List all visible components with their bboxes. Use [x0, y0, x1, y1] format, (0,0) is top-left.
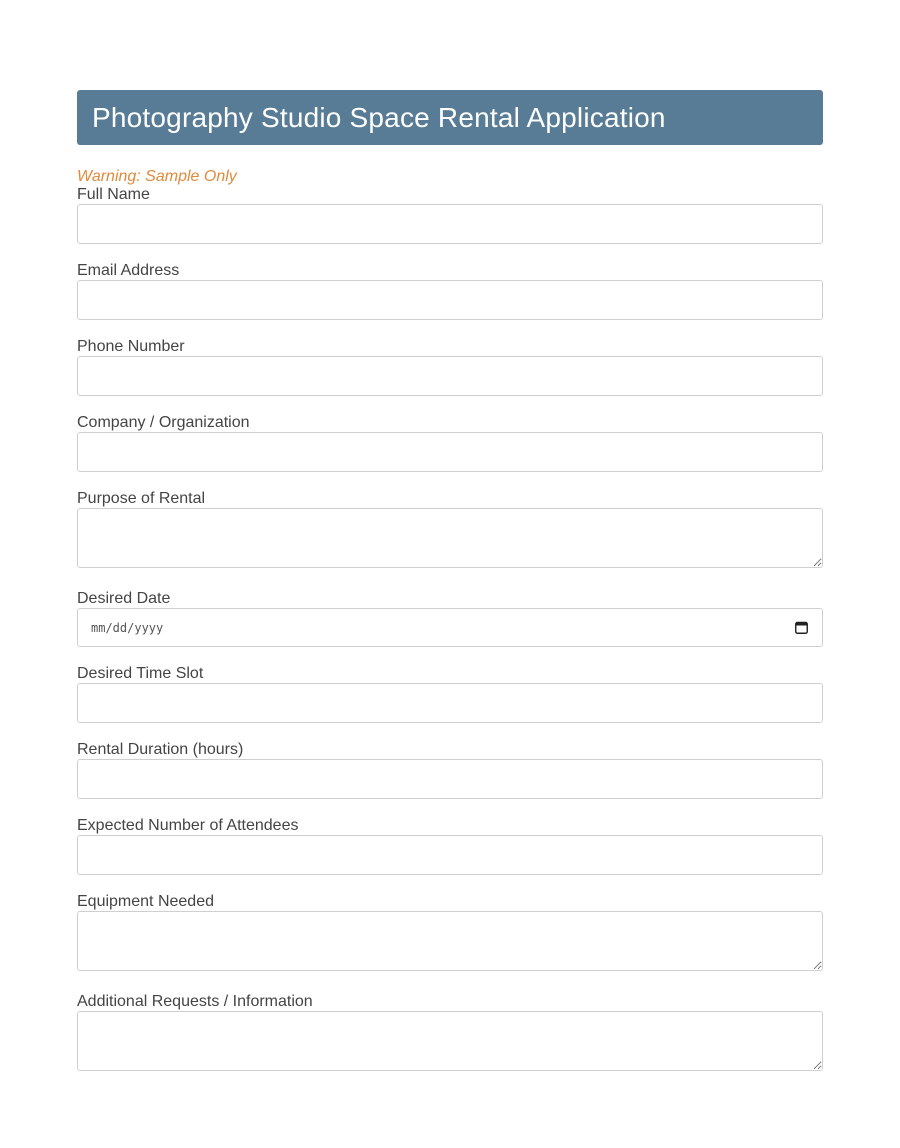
field-additional	[77, 993, 823, 1071]
field-phone	[77, 338, 823, 396]
field-equipment	[77, 893, 823, 971]
purpose-textarea[interactable]	[77, 508, 823, 568]
calendar-icon[interactable]	[795, 621, 808, 634]
sample-warning: Warning: Sample Only	[77, 168, 237, 185]
field-date	[77, 590, 823, 647]
email-input[interactable]	[77, 280, 823, 320]
date-placeholder: mm/dd/yyyy	[91, 621, 164, 635]
duration-label: Rental Duration (hours)	[77, 741, 244, 758]
email-label: Email Address	[77, 262, 180, 279]
attendees-input[interactable]	[77, 835, 823, 875]
field-time-slot	[77, 665, 823, 723]
time-slot-label: Desired Time Slot	[77, 665, 204, 682]
additional-textarea[interactable]	[77, 1011, 823, 1071]
additional-label: Additional Requests / Information	[77, 993, 313, 1010]
form-header	[77, 90, 823, 145]
field-duration	[77, 741, 823, 799]
full-name-input[interactable]	[77, 204, 823, 244]
equipment-label: Equipment Needed	[77, 893, 214, 910]
form-title: Photography Studio Space Rental Application	[92, 101, 666, 133]
field-email	[77, 262, 823, 320]
date-label: Desired Date	[77, 590, 171, 607]
field-purpose	[77, 490, 823, 568]
date-input[interactable]	[77, 608, 823, 647]
company-input[interactable]	[77, 432, 823, 472]
phone-label: Phone Number	[77, 338, 185, 355]
equipment-textarea[interactable]	[77, 911, 823, 971]
company-label: Company / Organization	[77, 414, 250, 431]
purpose-label: Purpose of Rental	[77, 490, 206, 507]
field-full-name	[77, 186, 823, 244]
phone-input[interactable]	[77, 356, 823, 396]
full-name-label: Full Name	[77, 186, 150, 203]
rental-application-form	[77, 90, 823, 1071]
attendees-label: Expected Number of Attendees	[77, 817, 299, 834]
time-slot-input[interactable]	[77, 683, 823, 723]
field-attendees	[77, 817, 823, 875]
field-company	[77, 414, 823, 472]
duration-input[interactable]	[77, 759, 823, 799]
